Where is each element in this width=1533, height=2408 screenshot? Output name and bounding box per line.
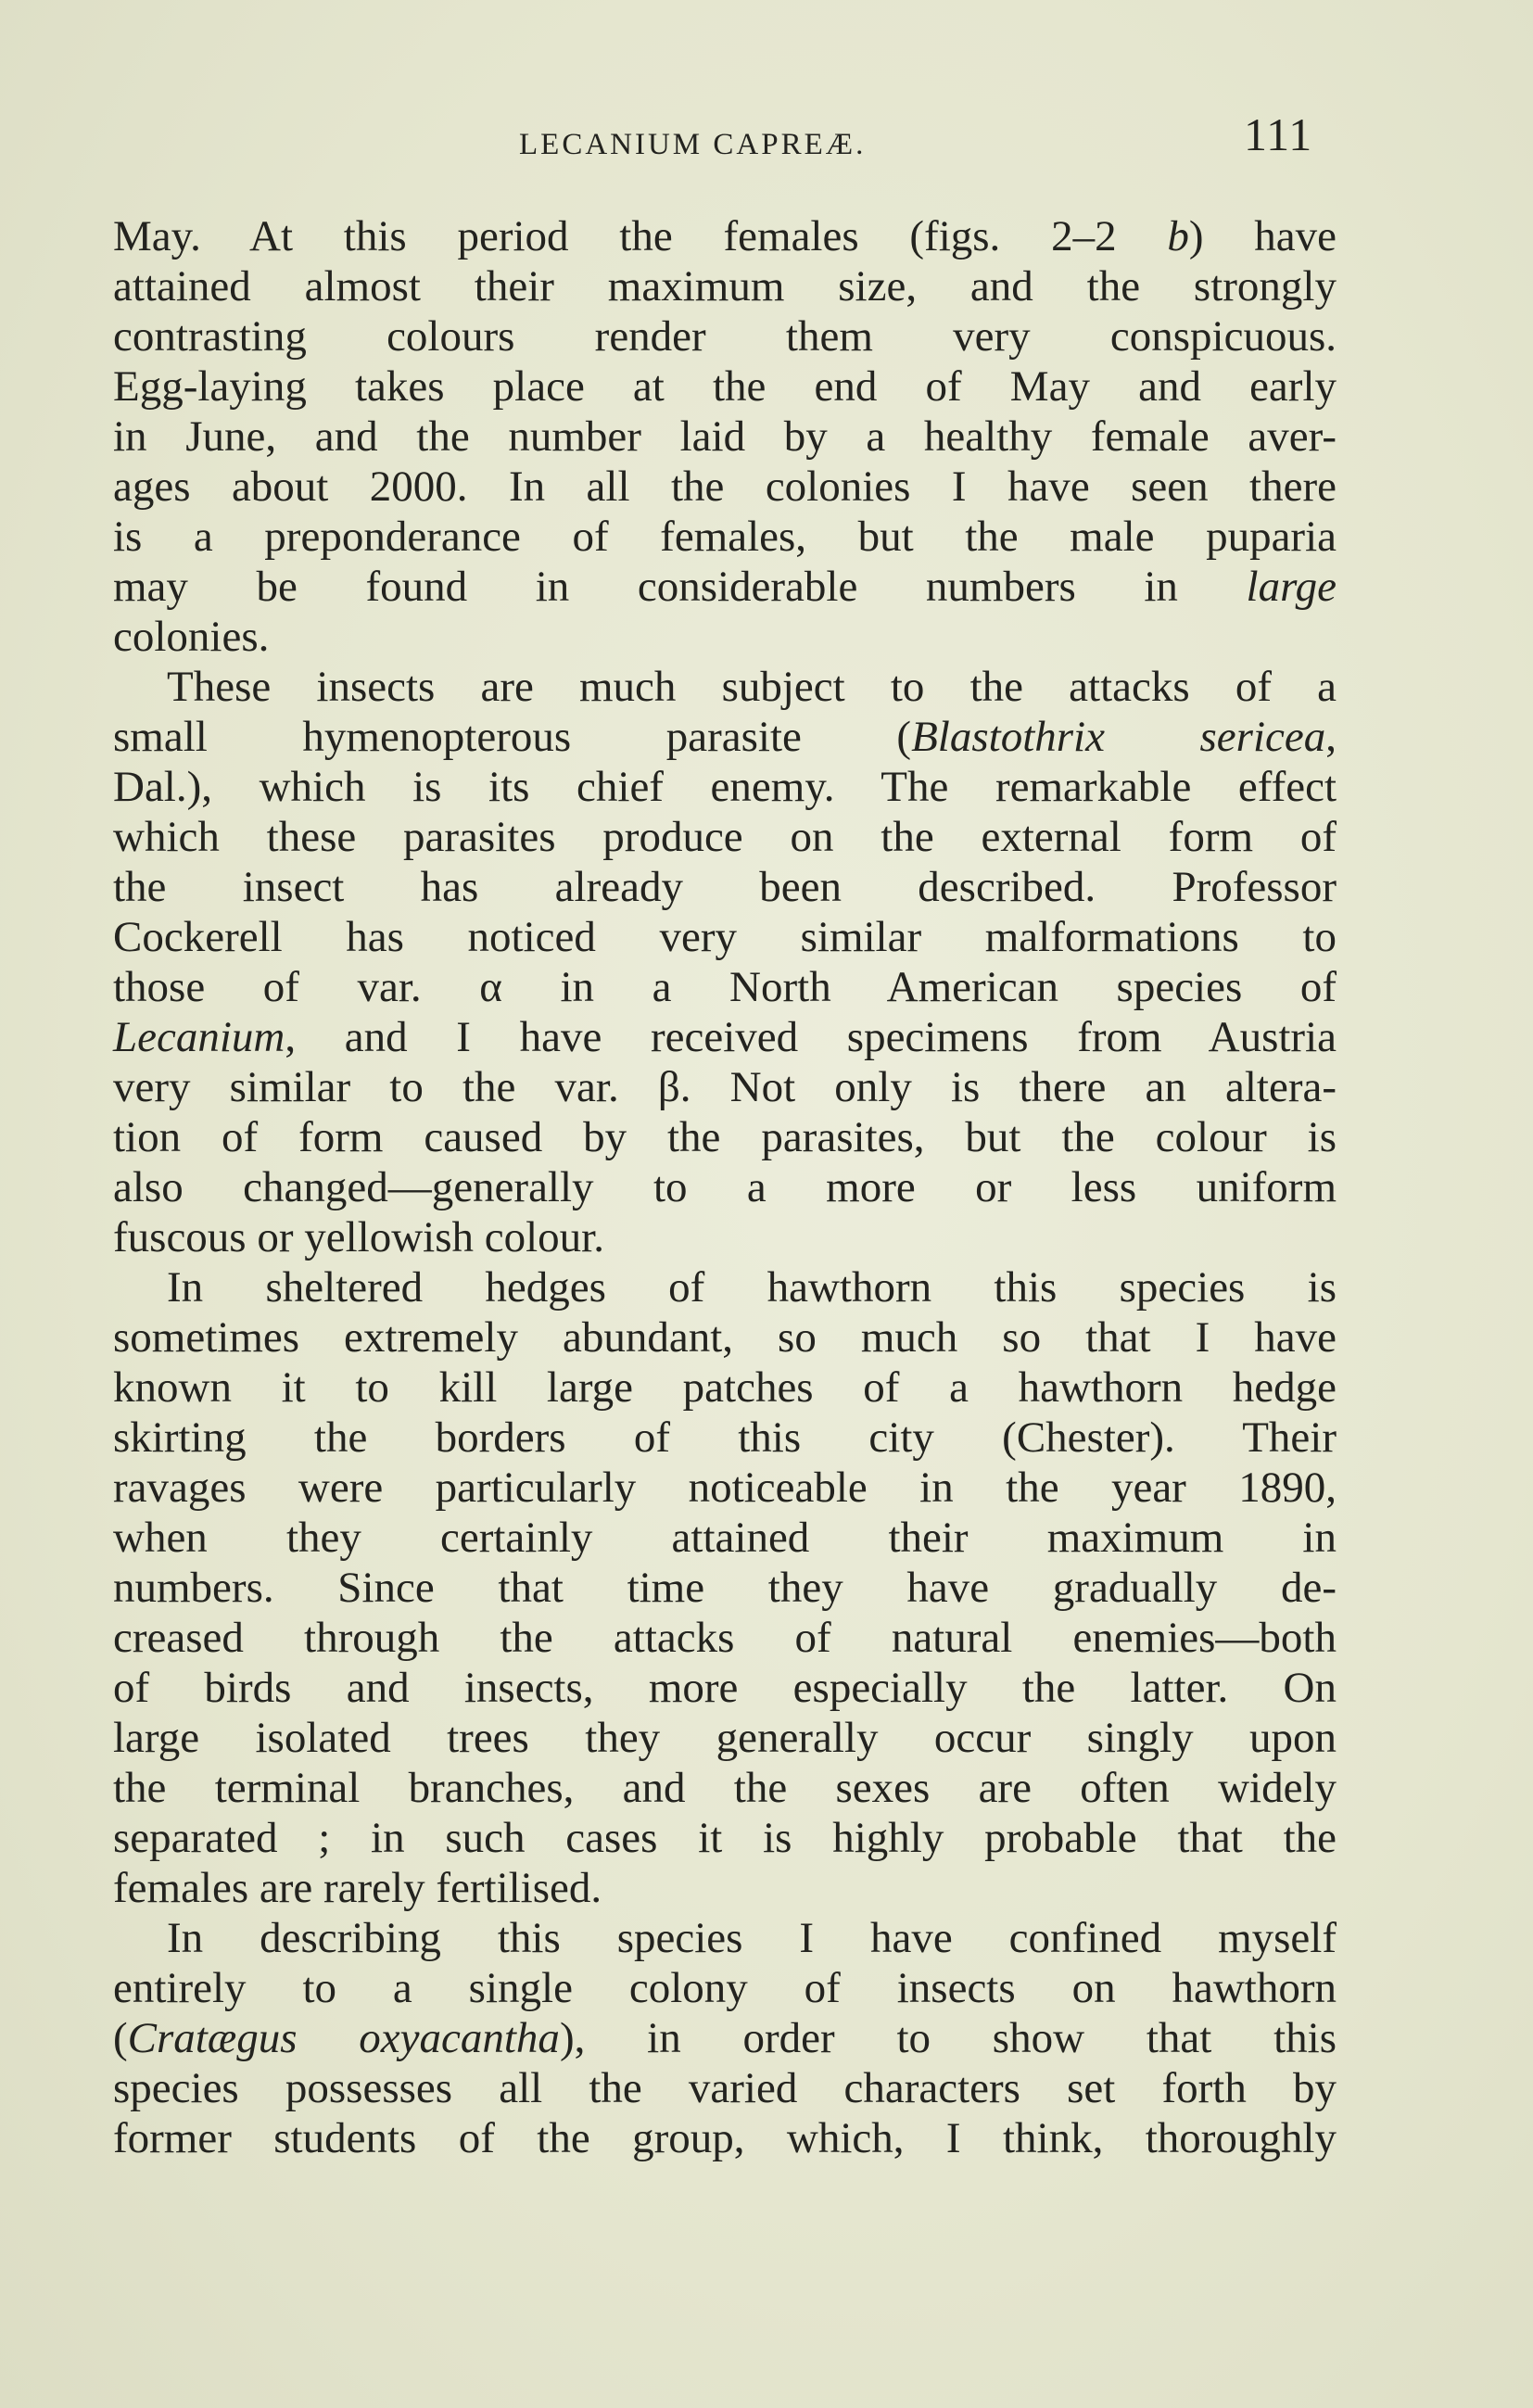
text-line: Dal.), which is its chief enemy. The remarkable effect <box>113 763 1337 811</box>
text-line: colonies. <box>113 613 270 661</box>
text-line: May. At this period the females (figs. 2–2 b) have <box>113 212 1337 260</box>
text-line: which these parasites produce on the external form of <box>113 813 1337 861</box>
text-line: skirting the borders of this city (Chester). Their <box>113 1413 1337 1462</box>
paragraph-2 <box>113 662 1337 1262</box>
text-line: attained almost their maximum size, and the strongly <box>113 262 1337 311</box>
text-line: separated ; in such cases it is highly probable that the <box>113 1814 1337 1862</box>
paragraph-1 <box>113 211 1337 662</box>
text-line: These insects are much subject to the attacks of a <box>167 663 1337 711</box>
text-line: small hymenopterous parasite (Blastothrix sericea, <box>113 713 1337 761</box>
page-number: 111 <box>1244 108 1313 160</box>
text-line: the terminal branches, and the sexes are often widely <box>113 1764 1337 1812</box>
text-line: very similar to the var. β. Not only is there an altera- <box>113 1063 1337 1111</box>
text-line: fuscous or yellowish colour. <box>113 1213 604 1261</box>
text-line: large isolated trees they generally occur singly upon <box>113 1714 1337 1762</box>
text-line: (Cratægus oxyacantha), in order to show that this <box>113 2014 1337 2062</box>
text-line: former students of the group, which, I think, thoroughly <box>113 2114 1337 2162</box>
text-line: contrasting colours render them very conspicuous. <box>113 312 1337 361</box>
running-head <box>0 102 1533 176</box>
text-line: when they certainly attained their maximum in <box>113 1514 1337 1562</box>
text-line: the insect has already been described. Professor <box>113 863 1337 911</box>
text-line: Cockerell has noticed very similar malformations to <box>113 913 1337 961</box>
text-line: sometimes extremely abundant, so much so that I have <box>113 1313 1337 1362</box>
text-line: creased through the attacks of natural enemies—both <box>113 1614 1337 1662</box>
text-line: ages about 2000. In all the colonies I have seen there <box>113 463 1337 511</box>
text-line: Lecanium, and I have received specimens from Austria <box>113 1013 1337 1061</box>
text-line: known it to kill large patches of a hawthorn hedge <box>113 1363 1337 1412</box>
text-line: also changed—generally to a more or less uniform <box>113 1163 1337 1211</box>
text-line: is a preponderance of females, but the male puparia <box>113 513 1337 561</box>
text-line: species possesses all the varied characters set forth by <box>113 2064 1337 2112</box>
text-line: numbers. Since that time they have gradually de- <box>113 1564 1337 1612</box>
text-line: females are rarely fertilised. <box>113 1864 602 1912</box>
text-line: ravages were particularly noticeable in the year 1890, <box>113 1464 1337 1512</box>
text-line: entirely to a single colony of insects on hawthorn <box>113 1964 1337 2012</box>
paragraph-3 <box>113 1262 1337 1913</box>
text-line: in June, and the number laid by a healthy female aver- <box>113 412 1337 461</box>
text-line: In describing this species I have confined myself <box>167 1914 1337 1962</box>
text-line: In sheltered hedges of hawthorn this species is <box>167 1263 1337 1312</box>
text-line: tion of form caused by the parasites, but the colour is <box>113 1113 1337 1161</box>
paragraph-4 <box>113 1913 1337 2163</box>
text-line: those of var. α in a North American species of <box>113 963 1337 1011</box>
running-title: LECANIUM CAPREÆ. <box>519 128 867 161</box>
text-line: of birds and insects, more especially the latter. On <box>113 1664 1337 1712</box>
text-line: may be found in considerable numbers in large <box>113 563 1337 611</box>
text-line: Egg-laying takes place at the end of May and early <box>113 362 1337 411</box>
body-text <box>113 211 1337 2163</box>
